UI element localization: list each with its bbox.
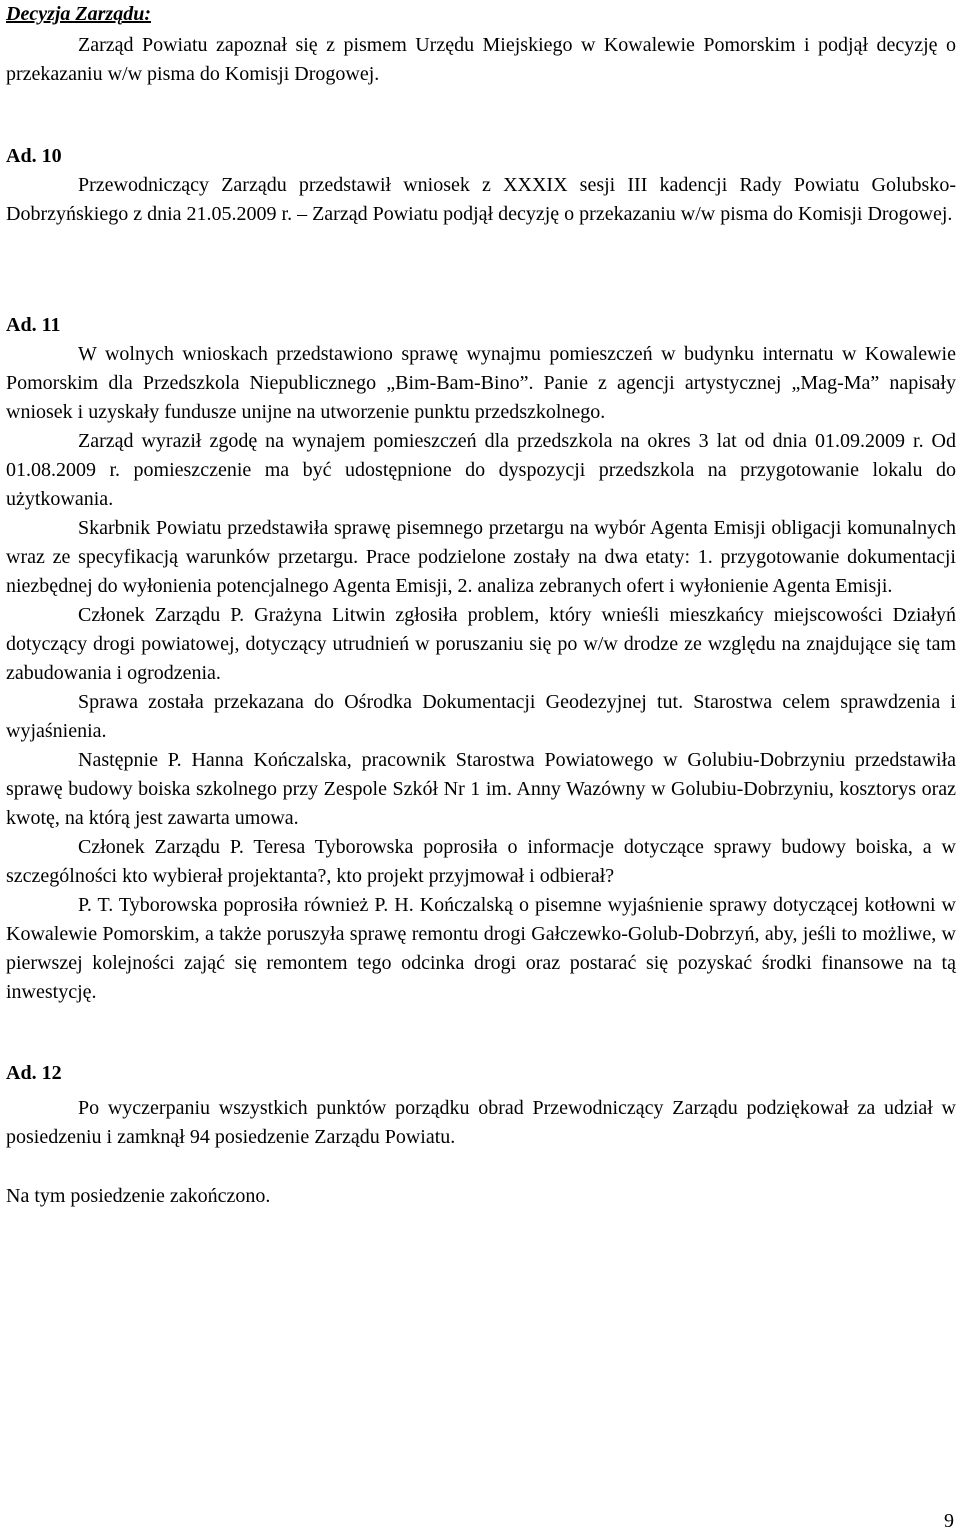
ad11-paragraph: Sprawa została przekazana do Ośrodka Dokumentacji Geodezyjnej tut. Starostwa celem sprawdzenia i wyjaśnienia. (6, 691, 956, 742)
ad11-paragraph: Następnie P. Hanna Kończalska, pracownik Starostwa Powiatowego w Golubiu-Dobrzyniu przedstawiła sprawę budowy boiska szkolnego przy Zespole Szkół Nr 1 im. Anny Wazówny w Golubiu-Dobrzyniu, kosztorys oraz kwotę, na którą jest zawarta umowa. (6, 749, 956, 829)
page-number: 9 (944, 1510, 954, 1532)
ad10-label: Ad. 10 (6, 145, 62, 167)
closing-text: Na tym posiedzenie zakończono. (6, 1185, 271, 1207)
ad11-paragraph: Zarząd wyraził zgodę na wynajem pomieszczeń dla przedszkola na okres 3 lat od dnia 01.09.2009 r. Od 01.08.2009 r. pomieszczenie ma być udostępnione do dyspozycji przedszkola na przygotowanie lokalu do użytkowania. (6, 430, 956, 510)
ad11-paragraph: W wolnych wnioskach przedstawiono sprawę wynajmu pomieszczeń w budynku internatu w Kowalewie Pomorskim dla Przedszkola Niepublicznego „Bim-Bam-Bino”. Panie z agencji artystycznej „Mag-Ma” napisały wniosek i uzyskały fundusze unijne na utworzenie punktu przedszkolnego. (6, 343, 956, 423)
ad11-paragraph: Członek Zarządu P. Grażyna Litwin zgłosiła problem, który wnieśli mieszkańcy miejscowości Działyń dotyczący drogi powiatowej, dotyczący utrudnień w poruszaniu się po w/w drodze ze względu na znajdujące się tam zabudowania i ogrodzenia. (6, 604, 956, 684)
ad11-paragraph: P. T. Tyborowska poprosiła również P. H. Kończalską o pisemne wyjaśnienie sprawy dotyczącej kotłowni w Kowalewie Pomorskim, a także poruszyła sprawę remontu drogi Gałczewko-Golub-Dobrzyń, aby, jeśli to możliwe, w pierwszej kolejności zająć się remontem tego odcinka drogi oraz postarać się pozyskać środki finansowe na tą inwestycję. (6, 894, 956, 1003)
document-page (6, 0, 956, 1211)
ad10-text: Przewodniczący Zarządu przedstawił wniosek z XXXIX sesji III kadencji Rady Powiatu Golubsko-Dobrzyńskiego z dnia 21.05.2009 r. – Zarząd Powiatu podjął decyzję o przekazaniu w/w pisma do Komisji Drogowej. (6, 174, 956, 225)
ad11-paragraph: Członek Zarządu P. Teresa Tyborowska poprosiła o informacje dotyczące sprawy budowy boiska, a w szczególności kto wybierał projektanta?, kto projekt przyjmował i odbierał? (6, 836, 956, 887)
ad12-label: Ad. 12 (6, 1062, 62, 1084)
decision-text: Zarząd Powiatu zapoznał się z pismem Urzędu Miejskiego w Kowalewie Pomorskim i podjął decyzję o przekazaniu w/w pisma do Komisji Drogowej. (6, 34, 956, 85)
ad12-text: Po wyczerpaniu wszystkich punktów porządku obrad Przewodniczący Zarządu podziękował za udział w posiedzeniu i zamknął 94 posiedzenie Zarządu Powiatu. (6, 1097, 956, 1148)
ad11-paragraph: Skarbnik Powiatu przedstawiła sprawę pisemnego przetargu na wybór Agenta Emisji obligacji komunalnych wraz ze specyfikacją warunków przetargu. Prace podzielone zostały na dwa etaty: 1. przygotowanie dokumentacji niezbędnej do wyłonienia potencjalnego Agenta Emisji, 2. analiza zebranych ofert i wyłonienie Agenta Emisji. (6, 517, 956, 597)
decision-heading: Decyzja Zarządu: (6, 3, 151, 25)
ad11-label: Ad. 11 (6, 314, 61, 336)
